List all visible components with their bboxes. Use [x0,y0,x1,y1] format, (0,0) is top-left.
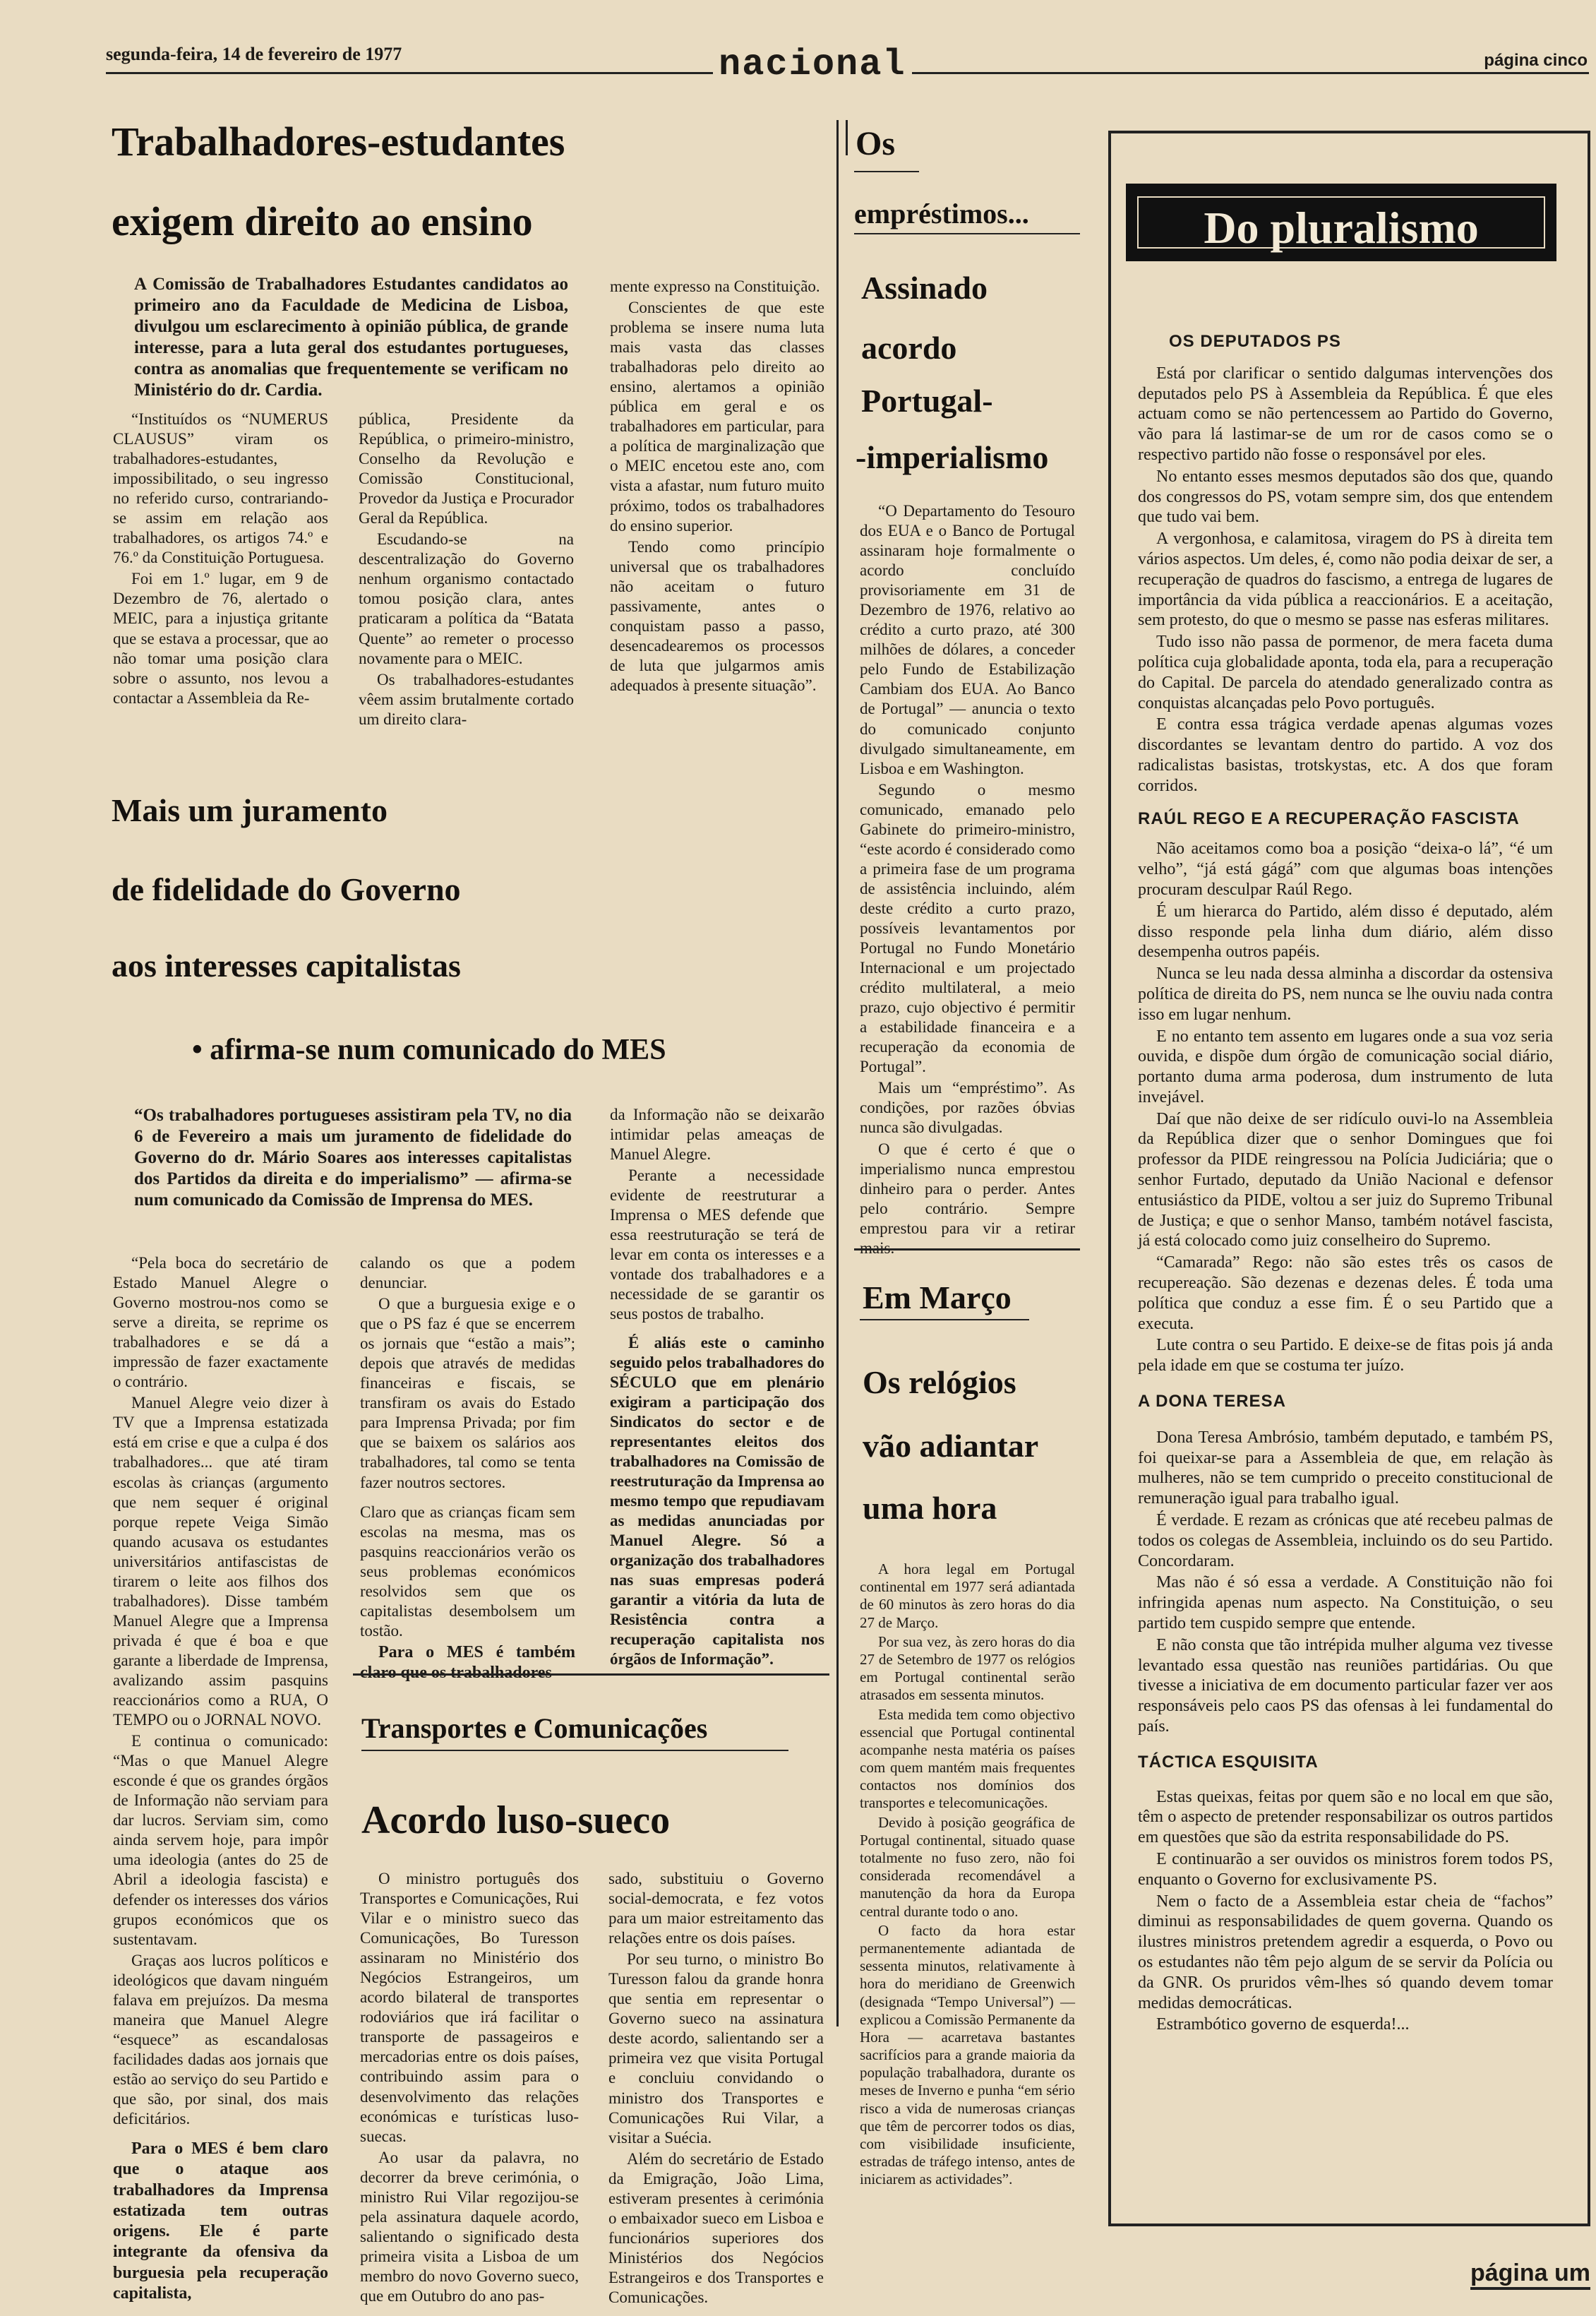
paragraph: Daí que não deixe de ser ridículo ouvi-lo na Assembleia da República dizer que o senhor Domingues que foi professor da PIDE reingressou na Polícia Judiciária; que o senhor Furtado, deputado da União Nacional e defensor entusiástico da PIDE, voltou a ser juiz do Supremo Tribunal de Justiça; e que o senhor Manso, também notável fascista, já está colocado como juiz conselheiro do Supremo. [1138,1109,1553,1250]
article2-col2 [360,1253,575,1685]
article1-col1 [113,410,328,710]
paragraph: Esta medida tem como objectivo essencial que Portugal continental acompanhe nesta matéria os países com quem mantém mais frequentes contactos nos domínios dos transportes e telecomunicações. [860,1705,1075,1812]
paragraph: pública, Presidente da República, o primeiro-ministro, Conselho da Revolução e Comissão Constitucional, Provedor da Justiça e Procurador Geral da República. [359,410,574,527]
paragraph: Foi em 1.º lugar, em 9 de Dezembro de 76, alertado o MEIC, para a injustiça gritante que se estava a processar, que ao não tomar uma posição clara sobre o assunto, nos levou a contactar a Assembleia da Re- [113,570,328,707]
paragraph: Escudando-se na descentralização do Governo nenhum organismo contactado tomou posição clara, antes praticaram a política da “Batata Quente” ao remeter o processo novamente para o MEIC. [359,530,574,667]
paragraph: O ministro português dos Transportes e Comunicações, Rui Vilar e o ministro sueco das Comunicações, Bo Turesson assinaram no Ministério dos Negócios Estrangeiros, um acordo bilateral de transportes rodoviários que irá facilitar o transporte de passageiros e mercadorias entre os dois países, contribuindo assim para o desenvolvimento das relações económicas e turísticas luso-suecas. [360,1870,579,2145]
article3-headline: Acordo luso-sueco [361,1798,671,1842]
paragraph: Mas não é só essa a verdade. A Constituição não foi infringida apenas num aspecto. Na Constituição, o seu partido tem cuspido sempre que entende. [1138,1573,1553,1633]
article1-col2 [359,410,574,731]
paragraph: Perante a necessidade evidente de reestruturar a Imprensa o MES defende que essa reestruturação se terá de levar em conta os interesses e a vontade dos trabalhadores e a necessidade de se garantir os seus postos de trabalho. [610,1166,824,1323]
paragraph: Por sua vez, às zero horas do dia 27 de Setembro de 1977 os relógios em Portugal continental serão atrasados em sessenta minutos. [860,1632,1075,1704]
article4-sub-4: -imperialismo [856,439,1049,475]
article4-headline-1: Os [856,125,896,162]
article3-kicker-underline [361,1750,788,1751]
paragraph: da Informação não se deixarão intimidar pelas ameaças de Manuel Alegre. [610,1106,824,1164]
article2-col1 [113,1253,328,2305]
article1-headline-2: exigem direito ao ensino [112,198,533,244]
article4-headline-2: empréstimos... [854,198,1029,229]
article4-headline-rule [854,171,919,172]
article4-sub-3: Portugal- [861,383,993,419]
paragraph: mente expresso na Constituição. [610,277,820,295]
paragraph: Mais um “empréstimo”. As condições, por razões óbvias nunca são divulgadas. [860,1079,1075,1137]
paragraph: É aliás este o caminho seguido pelos trabalhadores do SÉCULO que em plenário exigiram a participação dos Sindicatos do sector e de representantes eleitos dos trabalhadores na Comissão de reestruturação da Imprensa ao mesmo tempo que repudiavam as medidas anunciadas por Manuel Alegre. Só a organização dos trabalhadores nas suas empresas poderá garantir a vitória da luta de Resistência contra a recuperação capitalista nos órgãos de Informação”. [610,1333,824,1669]
paragraph: É um hierarca do Partido, além disso é deputado, além disso responde pela linha dum diário, além disso desempenha outros papéis. [1138,902,1553,962]
paragraph: Nem o facto de a Assembleia estar cheia de “fachos” diminui as responsabilidades de quem governa. Quando os ilustres ministros pretendem agredir a esquerda, o Povo ou os estudantes não têm pejo algum de se servir da Polícia ou da GNR. Os pruridos vêm-lhes só quando devem tomar medidas democráticas. [1138,1892,1553,2012]
article5-headline-3: vão adiantar [863,1428,1039,1464]
paragraph: Além do secretário de Estado da Emigração, João Lima, estiveram presentes à cerimónia o embaixador sueco em Lisboa e funcionários superiores dos Ministérios dos Negócios Estrangeiros e dos Transportes e Comunicações. [608,2149,824,2306]
section-title-raul-rego: RAÚL REGO E A RECUPERAÇÃO FASCISTA [1138,808,1520,828]
article2-col3 [610,1105,824,1671]
page-number: página cinco [1484,51,1588,70]
article2-lead: “Os trabalhadores portugueses assistiram pela TV, no dia 6 de Fevereiro a mais um juramento de fidelidade do Governo do dr. Mário Soares aos interesses capitalistas dos Partidos da direita e do imperialismo” — afirma-se num comunicado da Comissão de Imprensa do MES. [134,1106,572,1210]
paragraph: Tudo isso não passa de pormenor, de mera faceta duma política cuja globalidade aponta, toda ela, para a recuperação do Capital. De parcela do atendado generalizado contra as conquistas alcançadas pelo Povo português. [1138,633,1553,712]
article5-headline-rule [860,1319,1029,1320]
footer-page-label: página um [1470,2260,1590,2290]
section-title-dona-teresa: A DONA TERESA [1138,1392,1286,1411]
paragraph: Por seu turno, o ministro Bo Turesson falou da grande honra que sentia em representar o Governo sueco na assinatura deste acordo, salientando ser a primeira vez que visita Portugal e concluiu convidando o ministro dos Transportes e Comunicações Rui Vilar, a visitar a Suécia. [608,1950,824,2147]
paragraph: E não consta que tão intrépida mulher alguma vez tivesse levantado essa questão nas reuniões partidárias. Ou que tivesse a iniciativa de em documento particular fazer ver aos responsáveis pelo caos PS das ofensas à lei fundamental do país. [1138,1635,1553,1736]
paragraph: Não aceitamos como boa a posição “deixa-o lá”, “é um velho”, “já está gágá” com que algumas boas intenções procuram desculpar Raúl Rego. [1138,840,1553,899]
column-title: Do pluralismo [1204,203,1479,253]
article5-headline-1: Em Março [863,1279,1012,1315]
paragraph: Graças aos lucros políticos e ideológicos que davam ninguém falava em prejuízos. Da mesma maneira que Manuel Alegre “esquece” as escandalosas facilidades dadas aos jornais que estão ao serviço do seu Partido e que são, por sinal, dos mais deficitários. [113,1951,328,2128]
section-title: nacional [713,44,912,85]
article2-headline-1: Mais um juramento [112,792,388,828]
paragraph: Dona Teresa Ambrósio, também deputado, e também PS, foi queixar-se para a Assembleia de que, em relação às mulheres, não se tem cumprido o preceito constitucional de remuneração igual para trabalho igual. [1138,1428,1553,1508]
section-title-tactica: TÁCTICA ESQUISITA [1138,1752,1319,1772]
paragraph: O facto da hora estar permanentemente adiantada de sessenta minutos, relativamente à hora do meridiano de Greenwich (designada “Tempo Universal”) — explicou a Comissão Permanente da Hora — acarretava bastantes sacrifícios para a grande maioria da população trabalhadora, durante os meses de Inverno e punha “em sério risco a vida de numerosas crianças que têm de percorrer todos os dias, com visibilidade insuficiente, estradas de tráfego intenso, antes de iniciarem as actividades”. [860,1921,1075,2188]
article3-col1 [360,1869,579,2308]
paragraph: E contra essa trágica verdade apenas algumas vozes discordantes se levantam dentro do partido. A voz dos radicalistas basistas, trotskystas, etc. A dos que foram corridos. [1138,715,1553,795]
paragraph: O que é certo é que o imperialismo nunca emprestou dinheiro para o perder. Antes pelo contrário. Sempre emprestou para vir a retirar [860,1140,1075,1237]
article2-headline-3: aos interesses capitalistas [112,948,461,984]
paragraph-bold: Para o MES é também [378,1642,575,1661]
issue-date: segunda-feira, 14 de fevereiro de 1977 [106,44,402,64]
article1-col3 [610,277,824,697]
column-separator [846,120,848,155]
paragraph: Ao usar da palavra, no decorrer da breve cerimónia, o ministro Rui Vilar regozijou-se pela assinatura daquele acordo, salientando o significado desta primeira visita a Lisboa de um membro do novo Governo sueco, que em Outubro do ano pas- [360,2148,579,2305]
paragraph: Estas queixas, feitas por quem são e no local em que são, têm o aspecto de pretender responsabilizar os outros partidos em questões que são da estrita responsabilidade do PS. [1138,1787,1553,1847]
paragraph: Conscientes de que este problema se insere numa luta mais vasta das classes trabalhadoras pelo direito ao ensino, alertamos a opinião pública em geral e os trabalhadores em particular, para a política de marginalização que o MEIC encetou este ano, com vista a afastar, num futuro muito próximo, todos os trabalhadores do ensino superior. [610,299,824,535]
article5-top-rule [854,1248,1080,1250]
paragraph: Nunca se leu nada dessa alminha a discordar da ostensiva política de direita do PS, nem nunca se lhe ouviu nada contra isso em lugar nenhum. [1138,965,1553,1024]
article4-body [860,501,1075,1260]
opinion-column-body [1138,332,1553,2036]
paragraph: E continua o comunicado: “Mas o que Manuel Alegre esconde é que os grandes órgãos de Informação não serviam para dar lucros. Serviam sim, como ainda servem hoje, para impôr uma ideologia (antes do 25 de Abril a ideologia fascista) e defender os interesses dos vários grupos económicos que os sustentavam. [113,1732,328,1948]
paragraph: A hora legal em Portugal continental em 1977 será adiantada de 60 minutos às zero horas do dia 27 de Março. [860,1560,1075,1631]
paragraph: E continuarão a ser ouvidos os ministros forem todos PS, enquanto o Governo for exclusivamente PS. [1138,1849,1553,1889]
paragraph: Manuel Alegre veio dizer à TV que a Imprensa estatizada está em crise e que a culpa é dos trabalhadores... que até tiram escolas às crianças (argumento que nem sequer é original porque repete Veiga Simão quando acusava os estudantes universitários antifascistas de tirarem o leite aos filhos dos trabalhadores). Disse também Manuel Alegre que a Imprensa privada é que é boa e que garante a liberdade de Imprensa, avalizando assim pasquins reaccionários como a RUA, O TEMPO ou o JORNAL NOVO. [113,1394,328,1729]
article1-headline-1: Trabalhadores-estudantes [112,119,565,165]
paragraph: Claro que as crianças ficam sem escolas na mesma, mas os pasquins reaccionários verão os seus problemas económicos resolvidos sem que os capitalistas desembolsem um tostão. [360,1503,575,1640]
article4-sub-2: acordo [861,330,957,366]
paragraph: Lute contra o seu Partido. E deixe-se de fitas pois já anda pela idade em que se costuma ter juízo. [1138,1336,1553,1375]
article2-subheadline: • afirma-se num comunicado do MES [192,1034,666,1066]
article4-headline-rule [854,233,1080,234]
paragraph: É verdade. E rezam as crónicas que até recebeu palmas de todos os colegas de Assembleia, incluindo os do seu Partido. Concordaram. [1138,1511,1553,1570]
paragraph: No entanto esses mesmos deputados são dos que, quando dos congressos do PS, votam sempre sim, dos que entendem que tudo vai bem. [1138,467,1553,527]
section-title-deputados: OS DEPUTADOS PS [1169,332,1341,351]
paragraph-bold: Para o MES é bem claro que o ataque aos trabalhadores da Imprensa estatizada tem outras origens. Ele é parte integrante da ofensiva da burguesia pela recuperação capitalista, [113,2139,328,2303]
article4-sub-1: Assinado [861,270,988,306]
article3-top-rule [353,1673,829,1676]
paragraph: “Pela boca do secretário de Estado Manuel Alegre o Governo mostrou-nos como se serve a direita, se reprime os trabalhadores e se dá a impressão de fazer exactamente o contrário. [113,1254,328,1391]
paragraph: Tendo como princípio universal que os trabalhadores não aceitam o futuro passivamente, antes o conquistam passo a passo, desencadearemos os processos de luta que julgarmos amis adequados à presente situação”. [610,537,824,694]
paragraph: “Instituídos os “NUMERUS CLAUSUS” viram os trabalhadores-estudantes, impossibilitado, o seu ingresso no referido curso, contrariando-se assim em relação aos trabalhadores, os artigos 74.º e 76.º da Constituição Portuguesa. [113,410,328,567]
article3-kicker: Transportes e Comunicações [361,1712,708,1744]
article5-headline-2: Os relógios [863,1364,1016,1400]
banner-frame [1137,196,1545,253]
paragraph: Devido à posição geográfica de Portugal continental, situado quase totalmente no fuso zero, não foi considerada recomendável a manutenção da hora da Europa central durante todo o ano. [860,1813,1075,1920]
paragraph: “Camarada” Rego: não são estes três os casos de recupereação. São dezenas e dezenas deles. É toda uma política que conduz a esse fim. É o seu Partido que a executa. [1138,1253,1553,1333]
column-banner [1126,184,1556,261]
paragraph: O que a burguesia exige e o que o PS faz é que se encerrem os jornais que “estão a mais”; depois que através de medidas financeiras e fiscais, se transfiram os avais do Estado para Imprensa Privada; por fim que se baixem os salários aos trabalhadores, tal como se tenta fazer noutros sectores. [360,1295,575,1491]
article1-lead: A Comissão de Trabalhadores Estudantes candidatos ao primeiro ano da Faculdade de Medicina de Lisboa, divulgou um esclarecimento à opinião pública, de grande interesse, para a luta geral dos estudantes portugueses, contra as anomalias que frequentemente se verificam no Ministério do dr. Cardia. [134,275,568,400]
paragraph: Os trabalhadores-estudantes vêem assim brutalmente cortado um direito clara- [359,670,574,728]
article5-body [860,1560,1075,2190]
paragraph: E no entanto tem assento em lugares onde a sua voz seria ouvida, e dispõe dum órgão de comunicação social diário, portanto duma arma poderosa, dum instrumento de luta invejável. [1138,1027,1553,1106]
paragraph: Estrambótico governo de esquerda!... [1156,2015,1410,2034]
paragraph: sado, substituiu o Governo social-democrata, e fez votos para um maior estreitamento das relações entre os dois países. [608,1870,824,1947]
paragraph: Está por clarificar o sentido dalgumas intervenções dos deputados pelo PS à Assembleia da República. É que eles actuam como se não pertencessem ao Partido do Governo, vão para lá lastimar-se de um ror de casos como se o respectivo partido não fosse o responsável por eles. [1138,364,1553,464]
paragraph: A vergonhosa, e calamitosa, viragem do PS à direita tem vários aspectos. Um deles, é, como não podia deixar de ser, a recuperação de quadros do fascismo, a entrega de lugares de importância da vida pública a reaccionários. E a aceitação, sem protesto, do que o mesmo se passe nas esferas militares. [1138,530,1553,630]
paragraph: “O Departamento do Tesouro dos EUA e o Banco de Portugal assinaram hoje formalmente o acordo concluído provisoriamente em 31 de Dezembro de 1976, relativo ao crédito a curto prazo, até 300 milhões de dólares, a conceder pelo Fundo de Estabilização Cambiam dos EUA. Ao Banco de Portugal” — anuncia o texto do comunicado conjunto divulgado simultaneamente, em Lisboa e em Washington. [860,502,1075,777]
column-separator [836,120,839,2026]
article3-col2 [608,1869,824,2309]
paragraph: Segundo o mesmo comunicado, emanado pelo Gabinete do primeiro-ministro, “este acordo é considerado como a primeira fase de um programa de assistência incluindo, além deste crédito a curto prazo, possíveis levantamentos por Portugal no Fundo Monetário Internacional e um projectado crédito multilateral, a meio prazo, cujo objectivo é permitir a estabilidade financeira e a recuperação da economia de Portugal”. [860,780,1075,1076]
paragraph: calando os que a podem denunciar. [360,1254,575,1292]
article5-headline-4: uma hora [863,1490,997,1526]
article2-headline-2: de fidelidade do Governo [112,871,461,907]
